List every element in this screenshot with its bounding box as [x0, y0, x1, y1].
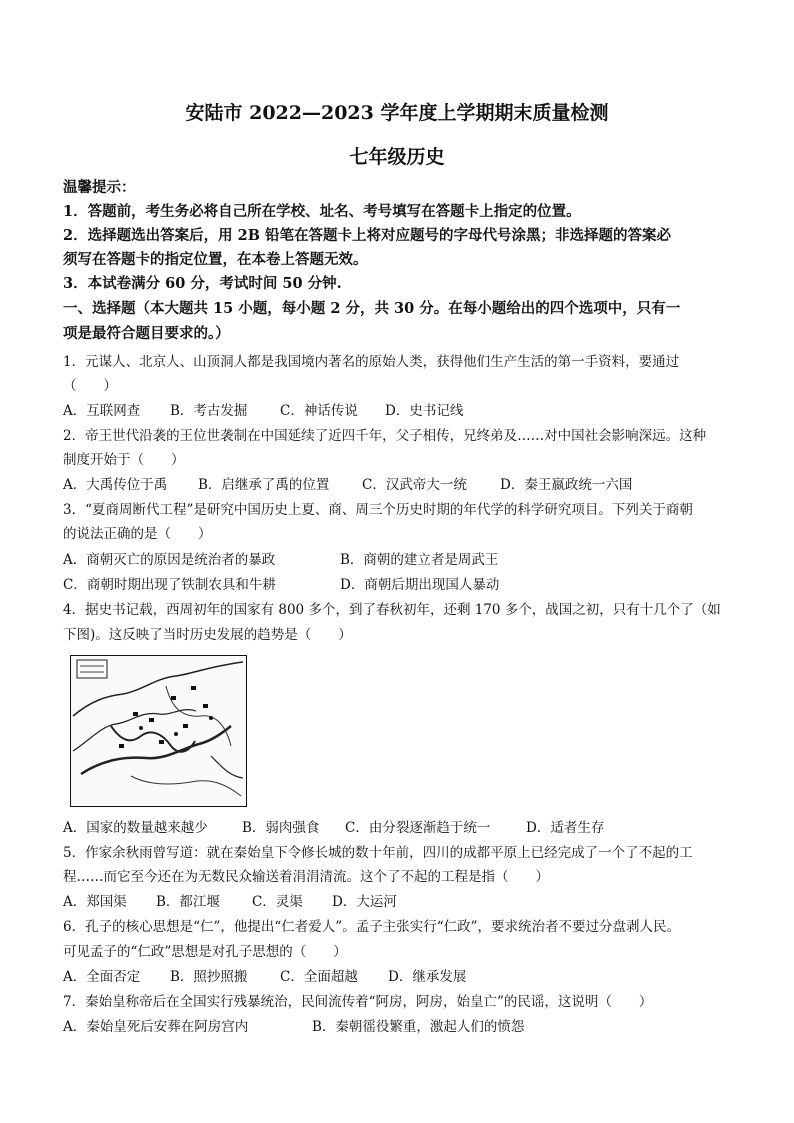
question-7-text: 7．秦始皇称帝后在全国实行残暴统治，民间流传着“阿房，阿房，始皇亡”的民谣，这说明（ ）: [63, 994, 653, 1010]
question-1-option-d: D．史书记线: [385, 403, 464, 419]
question-5-text: 5．作家余秋雨曾写道：就在秦始皇下令修长城的数十年前，四川的成都平原上已经完成了一个了不起的工: [63, 845, 693, 861]
question-1-option-c: C．神话传说: [280, 403, 358, 419]
question-6-option-a: A．全面否定: [63, 969, 141, 985]
warring-states-map: [70, 655, 247, 807]
question-1-option-a: A．互联网查: [63, 403, 141, 419]
exam-title: 安陆市 2022—2023 学年度上学期期末质量检测: [185, 102, 609, 124]
question-2-option-d: D．秦王嬴政统一六国: [500, 477, 633, 493]
question-1-option-b: B．考古发掘: [170, 403, 248, 419]
question-3-option-b: B．商朝的建立者是周武王: [340, 552, 499, 568]
question-6-option-b: B．照抄照搬: [170, 969, 248, 985]
question-5-option-b: B．都江堰: [156, 894, 220, 910]
question-5-option-c: C．灵渠: [252, 894, 303, 910]
question-3-option-c: C．商朝时期出现了铁制农具和牛耕: [63, 577, 276, 593]
question-4-text: 4．据史书记载，西周初年的国家有 800 多个，到了春秋初年，还剩 170 多个，战国之初，只有十几个了（如: [63, 602, 721, 618]
tip-line: 须写在答题卡的指定位置，在本卷上答题无效。: [63, 251, 368, 268]
question-3-option-d: D．商朝后期出现国人暴动: [340, 577, 500, 593]
question-6-option-c: C．全面超越: [280, 969, 358, 985]
question-5-option-a: A．郑国渠: [63, 894, 127, 910]
question-3-text: 3．“夏商周断代工程”是研究中国历史上夏、商、周三个历史时期的年代学的科学研究项目。下列关于商朝: [63, 502, 693, 518]
tip-line: 3．本试卷满分 60 分，考试时间 50 分钟.: [63, 275, 342, 292]
question-2-text-cont: 制度开始于（ ）: [63, 452, 185, 468]
question-1-blank: （ ）: [63, 378, 117, 394]
question-6-text-cont: 可见孟子的“仁政”思想是对孔子思想的（ ）: [63, 944, 347, 960]
question-3-option-a: A．商朝灭亡的原因是统治者的暴政: [63, 552, 276, 568]
question-5-option-d: D．大运河: [332, 894, 397, 910]
question-1-text: 1．元谋人、北京人、山顶洞人都是我国境内著名的原始人类，获得他们生产生活的第一手资料，要通过: [63, 354, 680, 370]
question-4-option-a: A．国家的数量越来越少: [63, 820, 208, 836]
question-4-option-c: C．由分裂逐渐趋于统一: [345, 820, 491, 836]
question-2-option-a: A．大禹传位于禹: [63, 477, 168, 493]
question-2-text: 2．帝王世代沿袭的王位世袭制在中国延续了近四千年，父子相传，兄终弟及……对中国社会影响深远。这种: [63, 428, 707, 444]
question-5-text-cont: 程……而它至今还在为无数民众输送着涓涓清流。这个了不起的工程是指（ ）: [63, 869, 549, 885]
question-2-option-b: B．启继承了禹的位置: [198, 477, 330, 493]
section-heading: 一、选择题（本大题共 15 小题，每小题 2 分，共 30 分。在每小题给出的四个选项中，只有一: [63, 300, 681, 317]
question-4-option-b: B．弱肉强食: [242, 820, 320, 836]
question-4-option-d: D．适者生存: [526, 820, 605, 836]
question-3-text-cont: 的说法正确的是（ ）: [63, 526, 212, 542]
tip-line: 2．选择题选出答案后，用 2B 铅笔在答题卡上将对应题号的字母代号涂黑；非选择题的答案必: [63, 227, 672, 244]
tips-heading: 温馨提示：: [63, 179, 136, 196]
question-2-option-c: C．汉武帝大一统: [362, 477, 467, 493]
question-4-text-cont: 下图)。这反映了当时历史发展的趋势是（ ）: [63, 627, 352, 643]
map-drawing: [71, 656, 246, 806]
question-6-text: 6．孔子的核心思想是“仁”，他提出“仁者爱人”。孟子主张实行“仁政”，要求统治者不要过分盘剥人民。: [63, 919, 680, 935]
question-7-option-b: B．秦朝徭役繁重，激起人们的愤怨: [312, 1019, 525, 1035]
tip-line: 1．答题前，考生务必将自己所在学校、址名、考号填写在答题卡上指定的位置。: [63, 203, 581, 220]
question-7-option-a: A．秦始皇死后安葬在阿房宫内: [63, 1019, 249, 1035]
exam-subtitle: 七年级历史: [349, 146, 445, 168]
question-6-option-d: D．继承发展: [388, 969, 467, 985]
section-heading-cont: 项是最符合题目要求的。）: [63, 325, 230, 342]
